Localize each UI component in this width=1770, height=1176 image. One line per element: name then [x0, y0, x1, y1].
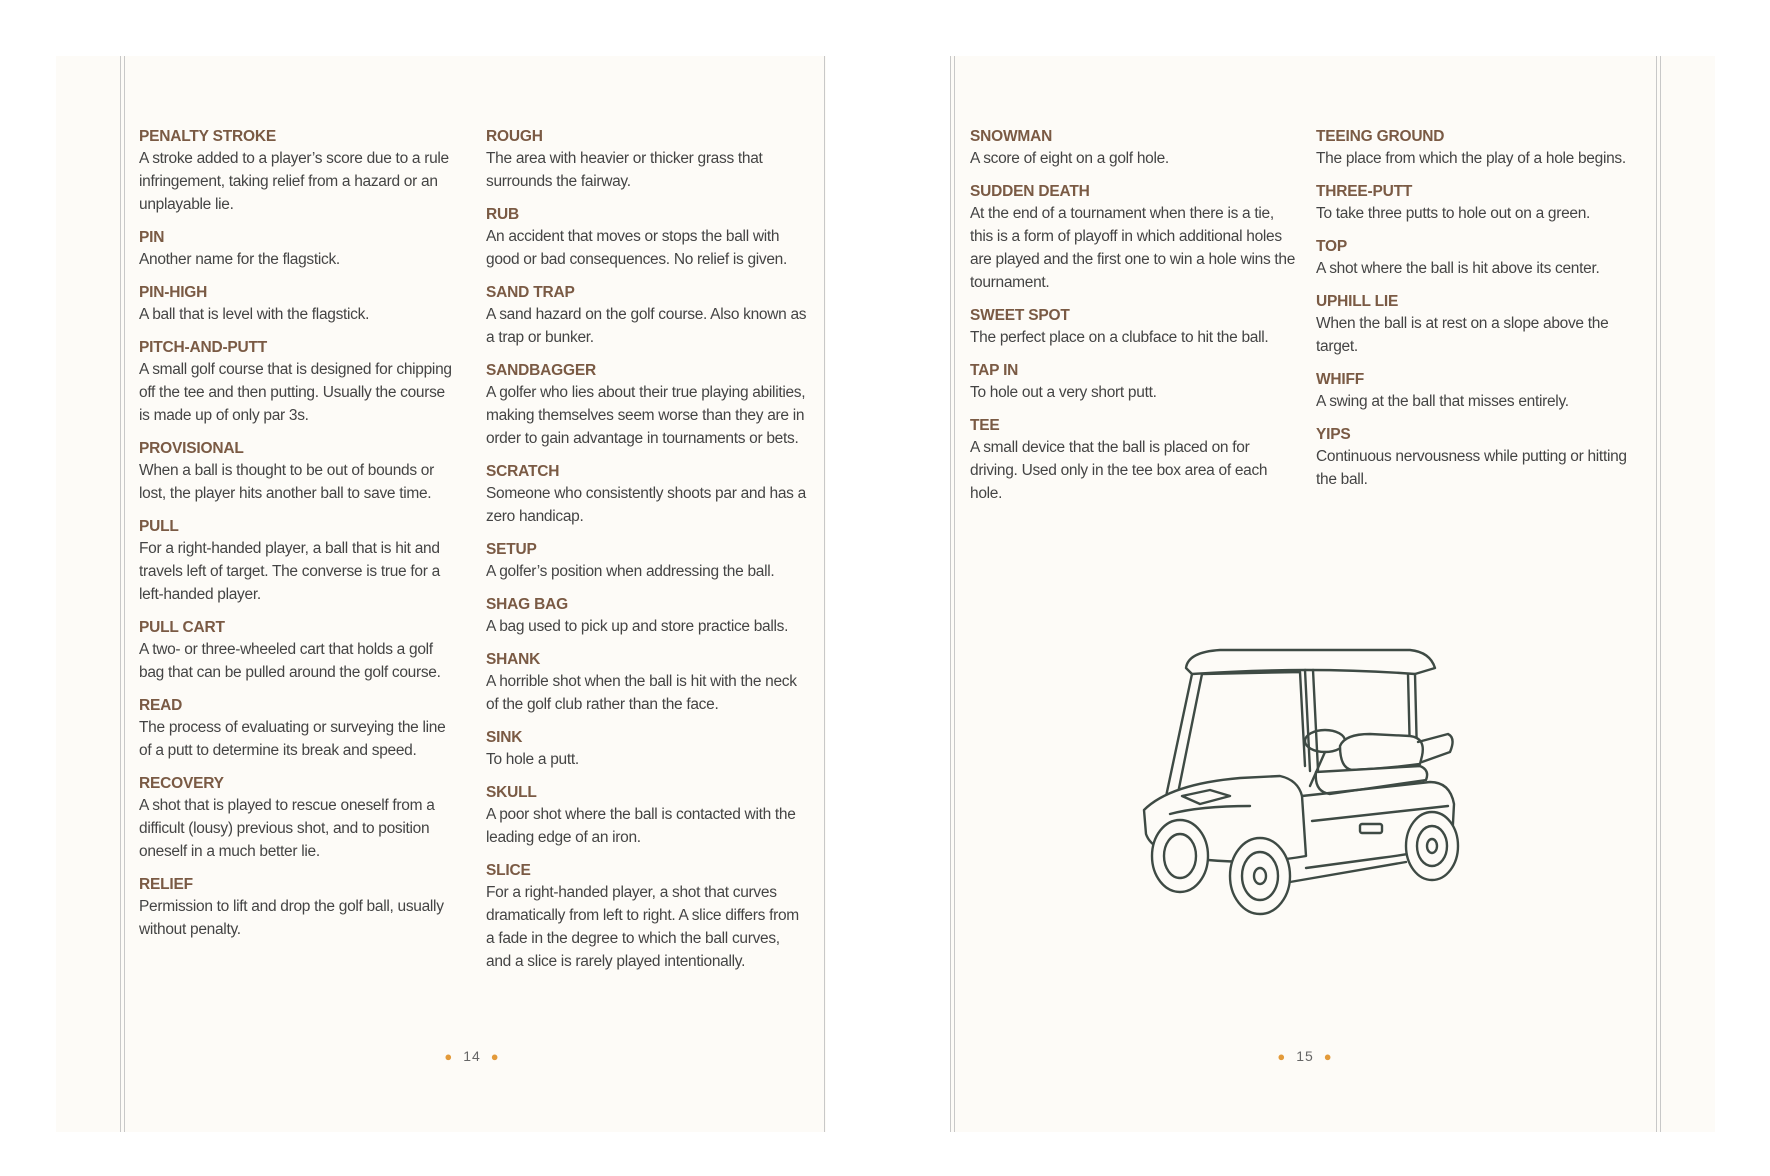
glossary-entry — [970, 305, 1300, 349]
page-number — [372, 1048, 572, 1064]
glossary-definition: To hole a putt. — [486, 751, 579, 768]
glossary-definition: When the ball is at rest on a slope above the target. — [1316, 315, 1609, 355]
glossary-entry — [970, 415, 1300, 505]
glossary-term: RELIEF — [139, 876, 193, 893]
glossary-entry — [486, 360, 808, 450]
glossary-entry — [486, 461, 808, 528]
glossary-term: TEE — [970, 417, 1000, 434]
glossary-entry — [139, 438, 457, 505]
glossary-definition: A ball that is level with the flagstick. — [139, 306, 370, 323]
glossary-term: SINK — [486, 729, 523, 746]
right-page — [950, 56, 1715, 1132]
glossary-definition: For a right-handed player, a ball that is hit and travels left of target. The converse is true for a left-handed player. — [139, 540, 440, 603]
glossary-entry — [139, 874, 457, 941]
glossary-definition: Someone who consistently shoots par and has a zero handicap. — [486, 485, 806, 525]
glossary-term: SCRATCH — [486, 463, 560, 480]
glossary-entry — [139, 516, 457, 606]
glossary-column-left-1 — [139, 126, 457, 952]
glossary-definition: A shot where the ball is hit above its center. — [1316, 260, 1600, 277]
glossary-definition: A score of eight on a golf hole. — [970, 150, 1169, 167]
glossary-definition: The process of evaluating or surveying the line of a putt to determine its break and speed. — [139, 719, 446, 759]
glossary-entry — [1316, 369, 1638, 413]
glossary-term: READ — [139, 697, 183, 714]
glossary-definition: A stroke added to a player’s score due to a rule infringement, taking relief from a hazard or an unplayable lie. — [139, 150, 449, 213]
glossary-entry — [139, 282, 457, 326]
glossary-definition: A small device that the ball is placed on for driving. Used only in the tee box area of each hole. — [970, 439, 1268, 502]
glossary-term: PIN — [139, 229, 165, 246]
right-page-margin-rule — [1660, 56, 1661, 1132]
glossary-entry — [1316, 291, 1638, 358]
glossary-entry — [1316, 424, 1638, 491]
glossary-term: TAP IN — [970, 362, 1019, 379]
glossary-definition: A bag used to pick up and store practice balls. — [486, 618, 789, 635]
right-page-gutter-rule — [950, 56, 951, 1132]
glossary-entry — [486, 282, 808, 349]
glossary-term: PULL CART — [139, 619, 225, 636]
glossary-entry — [139, 617, 457, 684]
left-page-margin-rule — [120, 56, 121, 1132]
golf-cart-illustration — [1130, 646, 1490, 946]
glossary-definition: For a right-handed player, a shot that curves dramatically from left to right. A slice differs from a fade in the degree to which the ball curves, and a slice is rarely played intentionally. — [486, 884, 799, 970]
glossary-entry — [486, 539, 808, 583]
glossary-entry — [139, 695, 457, 762]
glossary-definition: Continuous nervousness while putting or hitting the ball. — [1316, 448, 1627, 488]
glossary-definition: When a ball is thought to be out of bounds or lost, the player hits another ball to save time. — [139, 462, 434, 502]
glossary-term: SNOWMAN — [970, 128, 1053, 145]
left-page — [56, 56, 826, 1132]
glossary-term: PULL — [139, 518, 179, 535]
glossary-definition: To take three putts to hole out on a green. — [1316, 205, 1591, 222]
glossary-term: UPHILL LIE — [1316, 293, 1399, 310]
glossary-definition: The place from which the play of a hole begins. — [1316, 150, 1626, 167]
glossary-definition: The area with heavier or thicker grass that surrounds the fairway. — [486, 150, 763, 190]
page-number-dot-icon: ● — [490, 1049, 500, 1064]
glossary-definition: At the end of a tournament when there is a tie, this is a form of playoff in which additional holes are played and the first one to win a hole wins the tournament. — [970, 205, 1296, 291]
glossary-definition: A horrible shot when the ball is hit with the neck of the golf club rather than the face. — [486, 673, 797, 713]
glossary-term: YIPS — [1316, 426, 1351, 443]
glossary-column-right-1 — [970, 126, 1300, 516]
glossary-term: SKULL — [486, 784, 537, 801]
glossary-entry — [1316, 181, 1638, 225]
glossary-entry — [486, 204, 808, 271]
glossary-term: RECOVERY — [139, 775, 224, 792]
glossary-entry — [139, 773, 457, 863]
glossary-term: TOP — [1316, 238, 1347, 255]
glossary-term: SUDDEN DEATH — [970, 183, 1090, 200]
glossary-term: SETUP — [486, 541, 537, 558]
glossary-entry — [970, 360, 1300, 404]
glossary-definition: To hole out a very short putt. — [970, 384, 1157, 401]
glossary-definition: A small golf course that is designed for chipping off the tee and then putting. Usually the course is made up of only par 3s. — [139, 361, 452, 424]
glossary-definition: Another name for the flagstick. — [139, 251, 340, 268]
glossary-term: PROVISIONAL — [139, 440, 244, 457]
glossary-column-right-2 — [1316, 126, 1638, 502]
glossary-term: SLICE — [486, 862, 531, 879]
left-page-gutter-rule — [824, 56, 825, 1132]
glossary-column-left-2 — [486, 126, 808, 984]
glossary-entry — [139, 126, 457, 216]
glossary-term: SHANK — [486, 651, 541, 668]
right-page-gutter-rule — [954, 56, 955, 1132]
page-number-value: 15 — [1296, 1048, 1314, 1064]
glossary-definition: An accident that moves or stops the ball with good or bad consequences. No relief is given. — [486, 228, 788, 268]
page-number-value: 14 — [463, 1048, 481, 1064]
glossary-term: PIN-HIGH — [139, 284, 208, 301]
page-number-dot-icon: ● — [444, 1049, 454, 1064]
glossary-definition: A sand hazard on the golf course. Also known as a trap or bunker. — [486, 306, 807, 346]
glossary-term: SAND TRAP — [486, 284, 575, 301]
glossary-term: PENALTY STROKE — [139, 128, 277, 145]
glossary-definition: The perfect place on a clubface to hit the ball. — [970, 329, 1269, 346]
glossary-term: TEEING GROUND — [1316, 128, 1445, 145]
glossary-entry — [486, 649, 808, 716]
glossary-term: SHAG BAG — [486, 596, 568, 613]
glossary-definition: A golfer’s position when addressing the ball. — [486, 563, 775, 580]
page-number — [1205, 1048, 1405, 1064]
glossary-entry — [1316, 236, 1638, 280]
glossary-term: ROUGH — [486, 128, 543, 145]
glossary-entry — [970, 126, 1300, 170]
glossary-definition: Permission to lift and drop the golf ball, usually without penalty. — [139, 898, 444, 938]
glossary-term: THREE-PUTT — [1316, 183, 1413, 200]
glossary-entry — [970, 181, 1300, 294]
glossary-entry — [486, 594, 808, 638]
glossary-definition: A swing at the ball that misses entirely. — [1316, 393, 1569, 410]
glossary-entry — [1316, 126, 1638, 170]
glossary-term: SANDBAGGER — [486, 362, 596, 379]
glossary-term: RUB — [486, 206, 519, 223]
glossary-entry — [486, 126, 808, 193]
glossary-term: PITCH-AND-PUTT — [139, 339, 268, 356]
glossary-definition: A golfer who lies about their true playing abilities, making themselves seem worse than they are in order to gain advantage in tournaments or bets. — [486, 384, 806, 447]
glossary-definition: A shot that is played to rescue oneself from a difficult (lousy) previous shot, and to position oneself in a much better lie. — [139, 797, 435, 860]
glossary-entry — [486, 860, 808, 973]
right-page-margin-rule — [1656, 56, 1657, 1132]
glossary-entry — [139, 227, 457, 271]
left-page-margin-rule — [124, 56, 125, 1132]
glossary-entry — [139, 337, 457, 427]
glossary-entry — [486, 727, 808, 771]
glossary-definition: A poor shot where the ball is contacted with the leading edge of an iron. — [486, 806, 796, 846]
glossary-entry — [486, 782, 808, 849]
glossary-term: SWEET SPOT — [970, 307, 1070, 324]
glossary-definition: A two- or three-wheeled cart that holds a golf bag that can be pulled around the golf course. — [139, 641, 441, 681]
page-number-dot-icon: ● — [1323, 1049, 1333, 1064]
page-number-dot-icon: ● — [1277, 1049, 1287, 1064]
glossary-term: WHIFF — [1316, 371, 1365, 388]
